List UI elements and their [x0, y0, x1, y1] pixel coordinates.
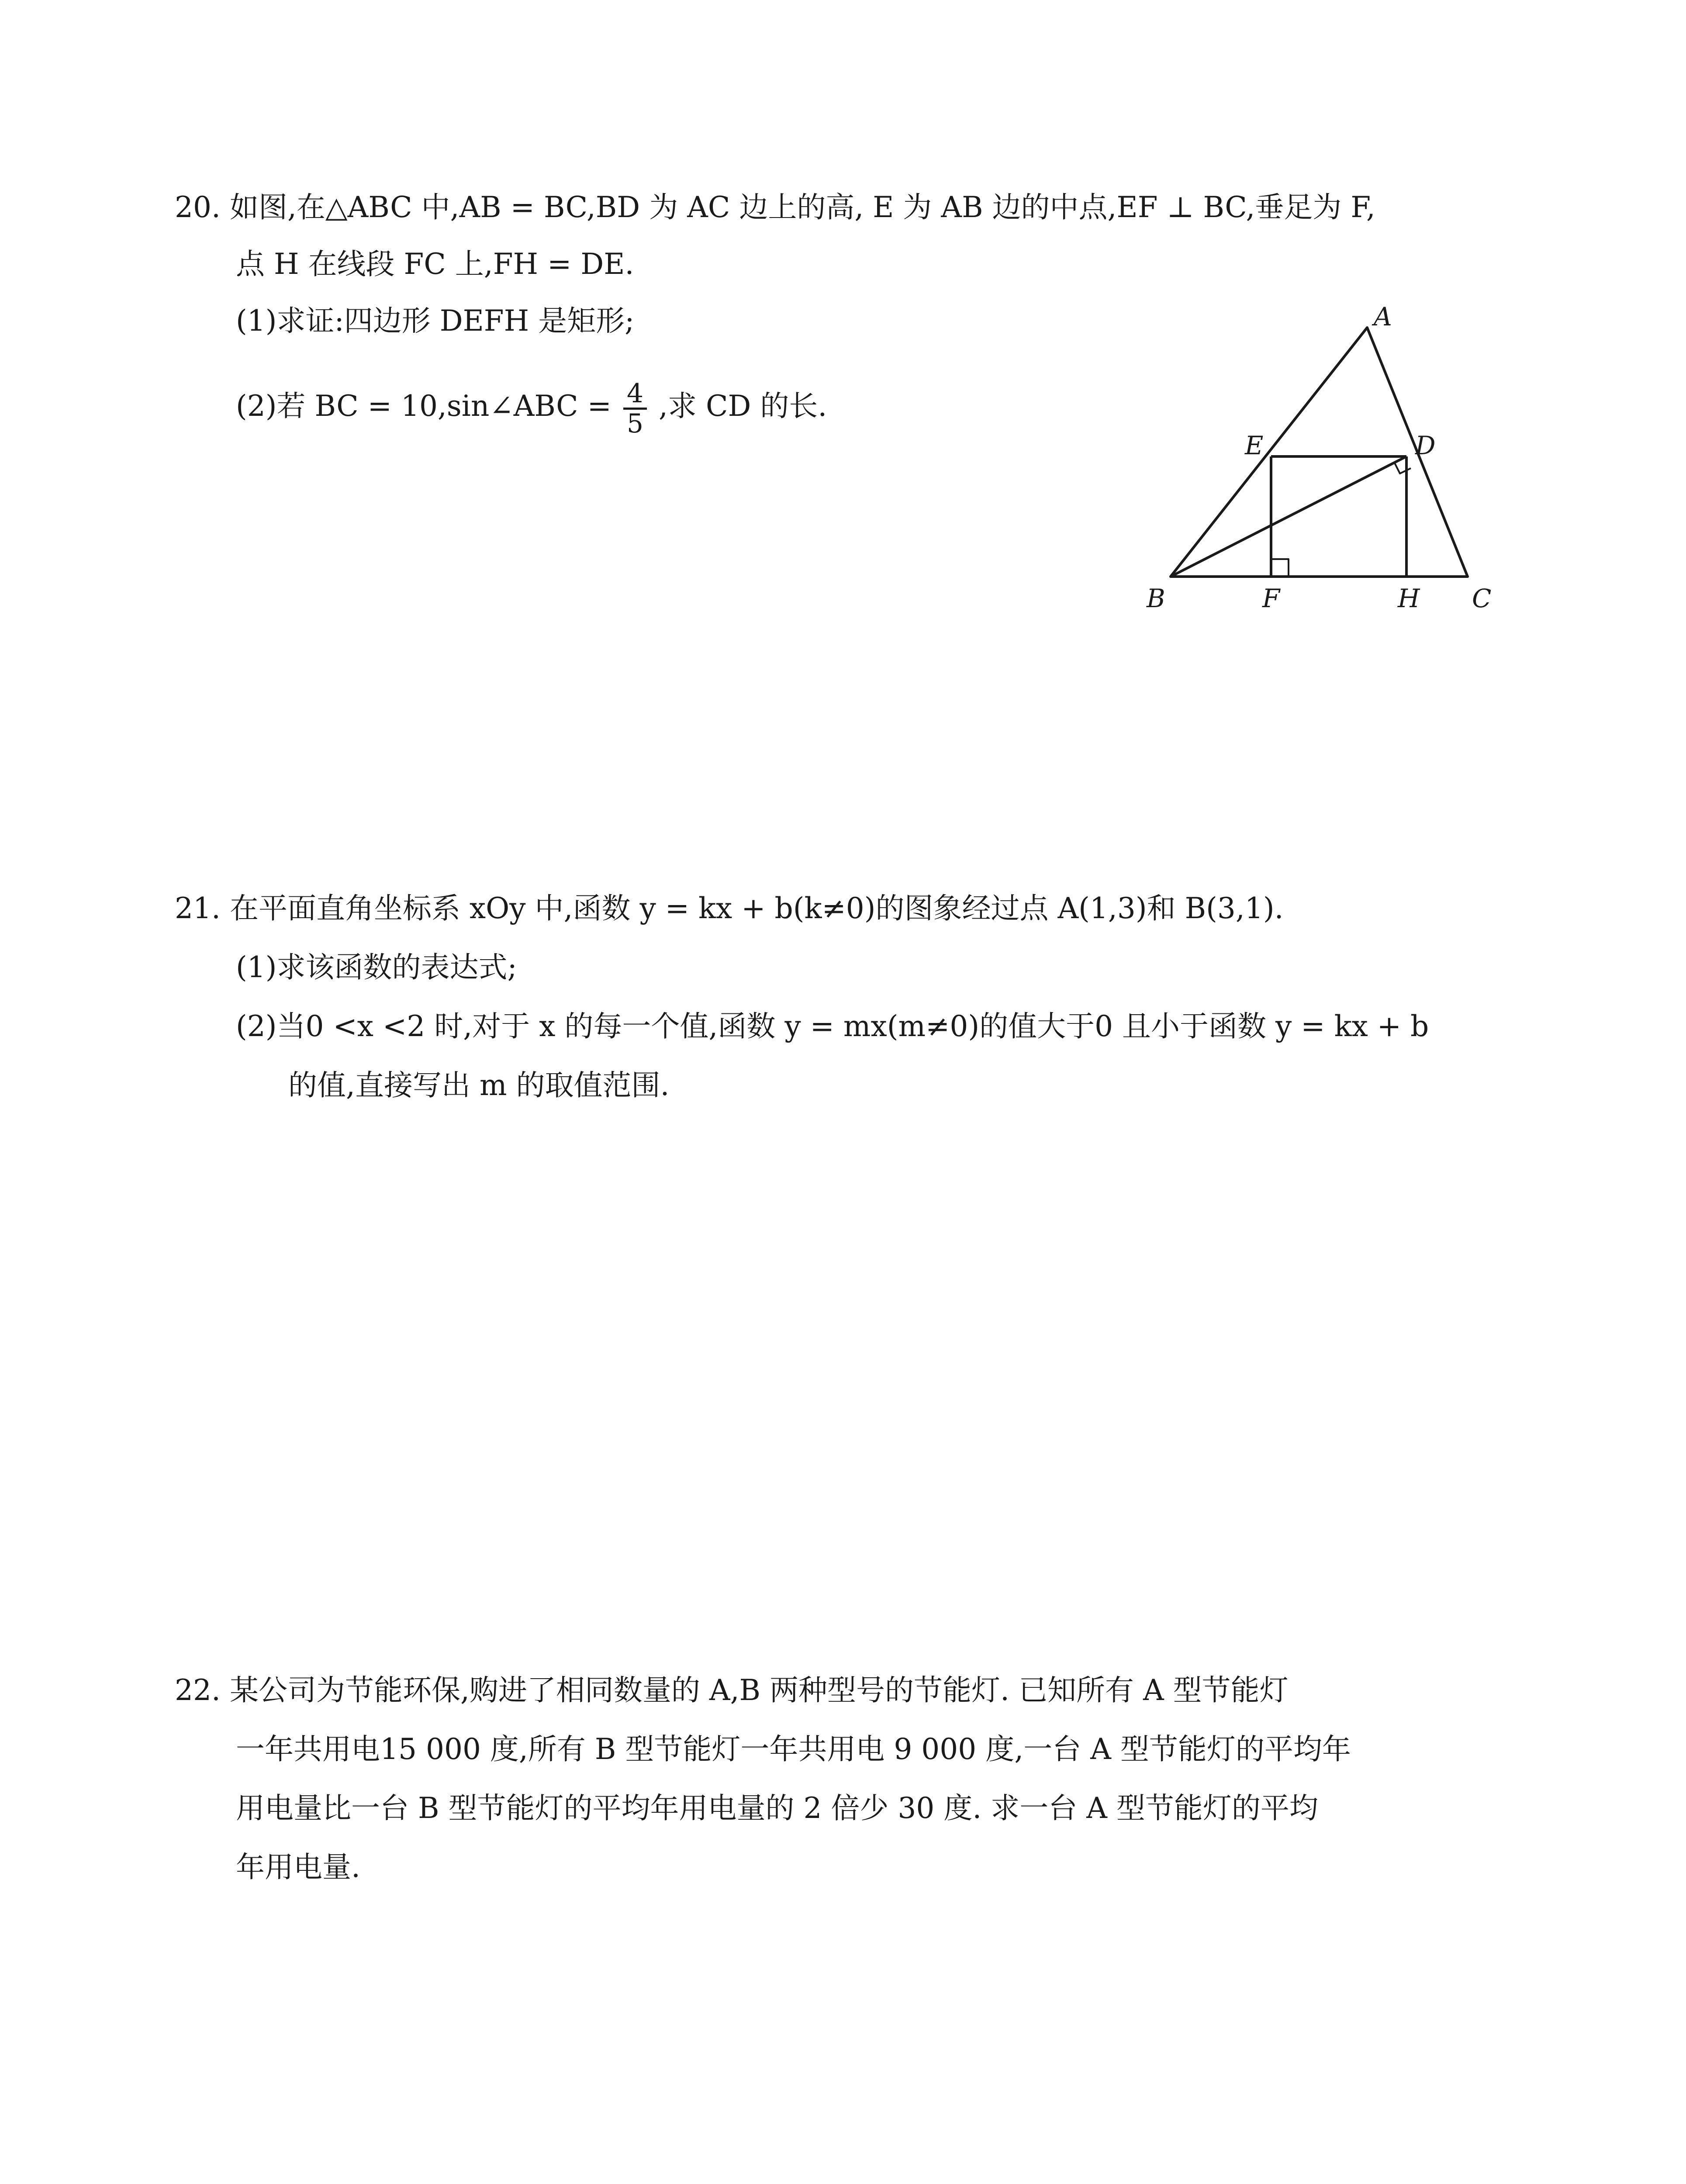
label-e: E [1245, 431, 1264, 460]
triangle-abc-figure [1127, 306, 1520, 629]
q20-part-2 [236, 376, 827, 438]
q22-line-1: 22. 某公司为节能环保,购进了相同数量的 A,B 两种型号的节能灯. 已知所有 A 型节能灯 [175, 1673, 1289, 1707]
q22-line-2: 一年共用电15 000 度,所有 B 型节能灯一年共用电 9 000 度,一台 A 型节能灯的平均年 [236, 1732, 1351, 1766]
label-h: H [1398, 584, 1420, 613]
q21-part-2-line-1: (2)当0 <x <2 时,对于 x 的每一个值,函数 y = mx(m≠0)的值大于0 且小于函数 y = kx + b [236, 1009, 1429, 1043]
q22-line-3: 用电量比一台 B 型节能灯的平均年用电量的 2 倍少 30 度. 求一台 A 型节能灯的平均 [236, 1791, 1318, 1825]
right-angle-mark-f [1271, 559, 1289, 577]
q21-line-1: 21. 在平面直角坐标系 xOy 中,函数 y = kx + b(k≠0)的图象经过点 A(1,3)和 B(3,1). [175, 892, 1284, 925]
q20-part-1: (1)求证:四边形 DEFH 是矩形; [236, 304, 635, 338]
q20-line-1: 20. 如图,在△ABC 中,AB = BC,BD 为 AC 边上的高, E 为 AB 边的中点,EF ⊥ BC,垂足为 F, [175, 190, 1375, 224]
label-b: B [1147, 584, 1165, 613]
fraction-four-fifths [623, 380, 647, 438]
q20-line-2: 点 H 在线段 FC 上,FH = DE. [236, 247, 634, 281]
label-d: D [1415, 431, 1436, 460]
q21-part-1: (1)求该函数的表达式; [236, 950, 517, 984]
q21-part-2-line-2: 的值,直接写出 m 的取值范围. [288, 1068, 670, 1102]
fraction-numerator: 4 [623, 380, 647, 410]
q22-line-4: 年用电量. [236, 1850, 360, 1884]
label-a: A [1374, 306, 1392, 332]
right-angle-mark-d [1394, 462, 1411, 473]
q20-part-2-suffix: ,求 CD 的长. [659, 389, 827, 423]
fraction-denominator: 5 [626, 408, 644, 439]
q20-part-2-prefix: (2)若 BC = 10,sin∠ABC = [236, 389, 612, 423]
label-f: F [1262, 584, 1280, 613]
label-c: C [1472, 584, 1492, 613]
